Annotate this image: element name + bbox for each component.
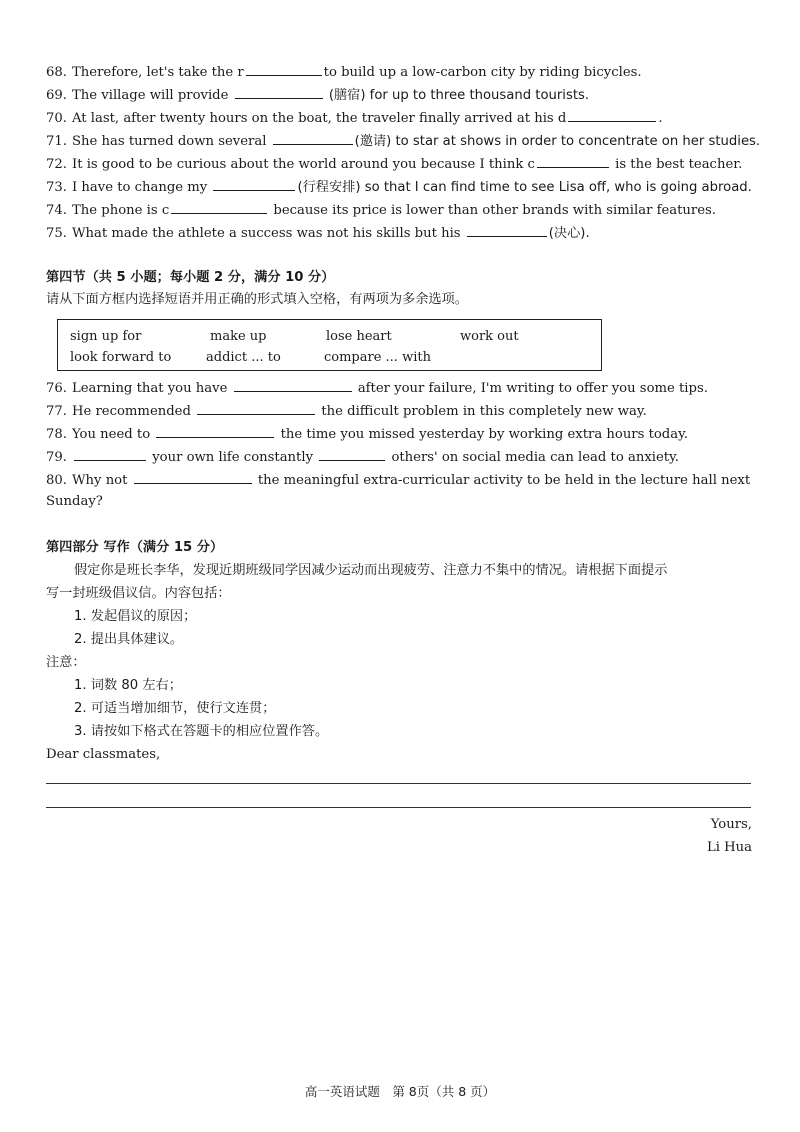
question-text: because its price is lower than other brands with similar features.: [273, 203, 716, 218]
answer-blank[interactable]: [134, 471, 252, 484]
question-number: 69.: [46, 88, 67, 103]
answer-blank[interactable]: [537, 155, 609, 168]
question-73: [46, 178, 752, 196]
question-69: [46, 86, 589, 104]
answer-blank[interactable]: [74, 448, 146, 461]
question-text: your own life constantly: [152, 450, 314, 465]
question-number: 77.: [46, 404, 67, 419]
question-80-continued: Sunday?: [46, 494, 103, 509]
option-phrase: lose heart: [326, 329, 392, 344]
option-phrase: sign up for: [70, 329, 142, 344]
answer-line[interactable]: [46, 807, 751, 808]
question-text: The village will provide: [72, 88, 229, 103]
answer-line[interactable]: [46, 783, 751, 784]
answer-blank[interactable]: [235, 86, 323, 99]
question-text: others' on social media can lead to anxiety.: [391, 450, 679, 465]
writing-note: 3. 请按如下格式在答题卡的相应位置作答。: [74, 724, 329, 739]
question-text: is the best teacher.: [615, 157, 743, 172]
answer-blank[interactable]: [171, 201, 267, 214]
option-phrase: addict ... to: [206, 350, 281, 365]
question-text: the difficult problem in this completely new way.: [321, 404, 647, 419]
writing-note: 2. 可适当增加细节，使行文连贯；: [74, 701, 276, 716]
question-text: Learning that you have: [72, 381, 228, 396]
answer-blank[interactable]: [568, 109, 656, 122]
question-text: .: [658, 111, 663, 126]
question-79: [46, 448, 679, 466]
question-68: [46, 63, 642, 81]
question-number: 68.: [46, 65, 67, 80]
question-76: [46, 379, 708, 397]
question-number: 74.: [46, 203, 67, 218]
option-phrase: work out: [460, 329, 519, 344]
answer-blank[interactable]: [246, 63, 322, 76]
letter-signature: Li Hua: [706, 840, 752, 855]
letter-closing: Yours,: [710, 817, 752, 832]
question-71: [46, 132, 760, 150]
question-text: (膳宿) for up to three thousand tourists.: [328, 88, 590, 103]
question-number: 79.: [46, 450, 67, 465]
question-number: 76.: [46, 381, 67, 396]
writing-note: 1. 词数 80 左右；: [74, 678, 182, 693]
writing-point: 1. 发起倡议的原因；: [74, 609, 197, 624]
option-phrase: look forward to: [70, 350, 172, 365]
question-text: after your failure, I'm writing to offer you some tips.: [357, 381, 708, 396]
question-text: to build up a low-carbon city by riding bicycles.: [323, 65, 642, 80]
question-number: 75.: [46, 226, 67, 241]
writing-prompt: 写一封班级倡议信。内容包括：: [46, 586, 231, 601]
question-70: [46, 109, 663, 127]
writing-heading: 第四部分 写作（满分 15 分）: [46, 540, 224, 555]
answer-blank[interactable]: [319, 448, 385, 461]
question-text: It is good to be curious about the world around you because I think c: [72, 157, 535, 172]
question-text: I have to change my: [72, 180, 208, 195]
answer-blank[interactable]: [273, 132, 353, 145]
question-text: You need to: [72, 427, 151, 442]
question-77: [46, 402, 647, 420]
question-80: [46, 471, 750, 489]
question-text: (邀请) to star at shows in order to concentrate on her studies.: [354, 134, 761, 149]
question-text: The phone is c: [72, 203, 170, 218]
question-text: He recommended: [72, 404, 191, 419]
letter-salutation: Dear classmates,: [46, 747, 161, 762]
question-number: 71.: [46, 134, 67, 149]
answer-blank[interactable]: [234, 379, 352, 392]
question-text: Therefore, let's take the r: [72, 65, 244, 80]
question-text: Why not: [72, 473, 128, 488]
note-label: 注意：: [46, 655, 86, 670]
question-text: At last, after twenty hours on the boat, the traveler finally arrived at his d: [72, 111, 567, 126]
question-number: 70.: [46, 111, 67, 126]
answer-blank[interactable]: [197, 402, 315, 415]
question-text: (决心).: [548, 226, 590, 241]
answer-blank[interactable]: [156, 425, 274, 438]
question-74: [46, 201, 716, 219]
writing-point: 2. 提出具体建议。: [74, 632, 184, 647]
question-text: What made the athlete a success was not his skills but his: [72, 226, 461, 241]
question-number: 78.: [46, 427, 67, 442]
question-75: [46, 224, 590, 242]
section-heading: 第四节（共 5 小题；每小题 2 分，满分 10 分）: [46, 270, 335, 285]
option-phrase: compare ... with: [324, 350, 431, 365]
question-text: (行程安排) so that I can find time to see Lisa off, who is going abroad.: [297, 180, 752, 195]
options-box: [57, 319, 602, 371]
section-instruction: 请从下面方框内选择短语并用正确的形式填入空格，有两项为多余选项。: [46, 292, 468, 307]
question-72: [46, 155, 742, 173]
answer-blank[interactable]: [467, 224, 547, 237]
answer-blank[interactable]: [213, 178, 295, 191]
question-78: [46, 425, 688, 443]
question-text: the meaningful extra-curricular activity to be held in the lecture hall next: [257, 473, 751, 488]
option-phrase: make up: [210, 329, 267, 344]
question-number: 80.: [46, 473, 67, 488]
question-text: She has turned down several: [72, 134, 267, 149]
question-number: 73.: [46, 180, 67, 195]
writing-prompt: 假定你是班长李华，发现近期班级同学因减少运动而出现疲劳、注意力不集中的情况。请根据下面提示: [74, 563, 668, 578]
page-footer: 高一英语试题 第 8页（共 8 页）: [304, 1084, 496, 1099]
question-number: 72.: [46, 157, 67, 172]
question-text: the time you missed yesterday by working extra hours today.: [280, 427, 689, 442]
